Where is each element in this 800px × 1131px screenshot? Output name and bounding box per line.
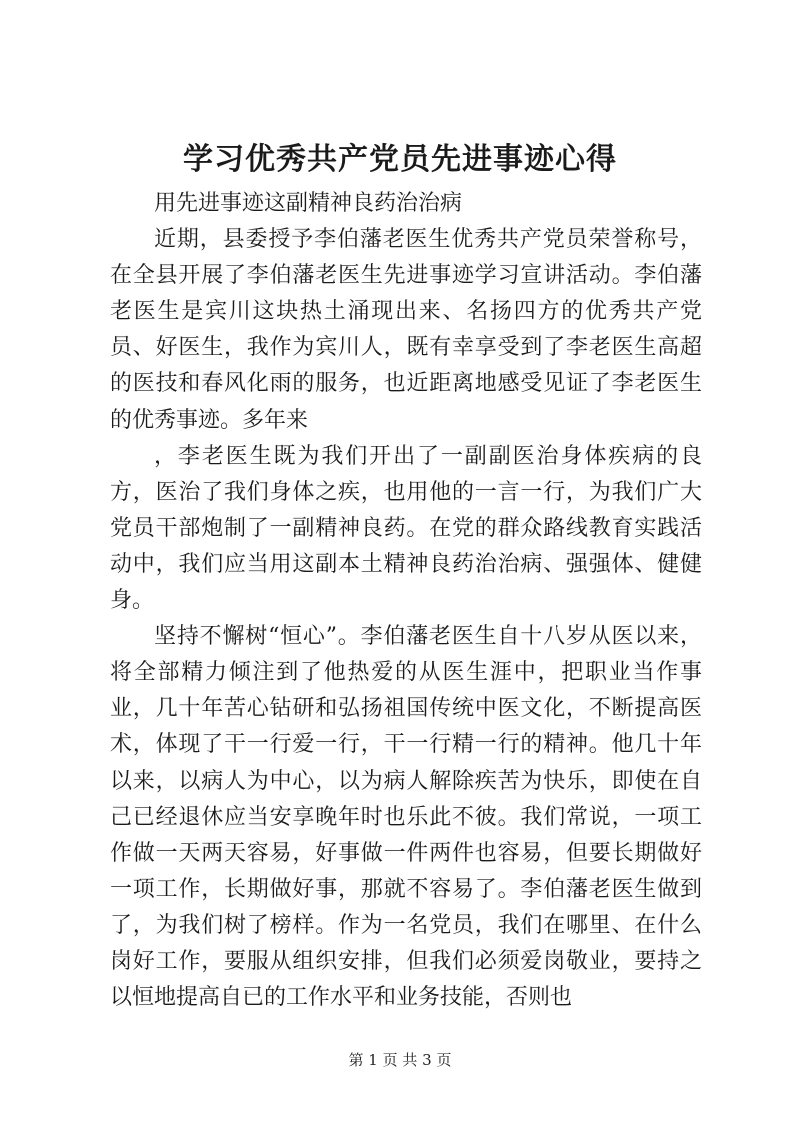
document-body <box>110 186 702 1016</box>
body-paragraph-2: ，李老医生既为我们开出了一副副医治身体疾病的良方，医治了我们身体之疾，也用他的一言一行，为我们广大党员干部炮制了一副精神良药。在党的群众路线教育实践活动中，我们应当用这副本土精神良药治治病、强强体、健健身。 <box>110 443 702 614</box>
page-title: 学习优秀共产党员先进事迹心得 <box>183 142 617 177</box>
subtitle-paragraph: 用先进事迹这副精神良药治治病 <box>154 191 463 216</box>
body-paragraph-3: 坚持不懈树“恒心”。李伯藩老医生自十八岁从医以来，将全部精力倾注到了他热爱的从医生涯中，把职业当作事业，几十年苦心钻研和弘扬祖国传统中医文化，不断提高医术，体现了干一行爱一行，干一行精一行的精神。他几十年以来，以病人为中心，以为病人解除疾苦为快乐，即使在自己已经退休应当安享晚年时也乐此不彼。我们常说，一项工作做一天两天容易，好事做一件两件也容易，但要长期做好一项工作，长期做好事，那就不容易了。李伯藩老医生做到了，为我们树了榜样。作为一名党员，我们在哪里、在什么岗好工作，要服从组织安排，但我们必须爱岗敬业，要持之以恒地提高自已的工作水平和业务技能，否则也 <box>110 624 702 1011</box>
body-paragraph-1: 近期，县委授予李伯藩老医生优秀共产党员荣誉称号，在全县开展了李伯藩老医生先进事迹学习宣讲活动。李伯藩老医生是宾川这块热土涌现出来、名扬四方的优秀共产党员、好医生，我作为宾川人，既有幸享受到了李老医生高超的医技和春风化雨的服务，也近距离地感受见证了李老医生的优秀事迹。多年来 <box>110 227 702 433</box>
page-number-footer: 第 1 页 共 3 页 <box>348 1051 452 1069</box>
